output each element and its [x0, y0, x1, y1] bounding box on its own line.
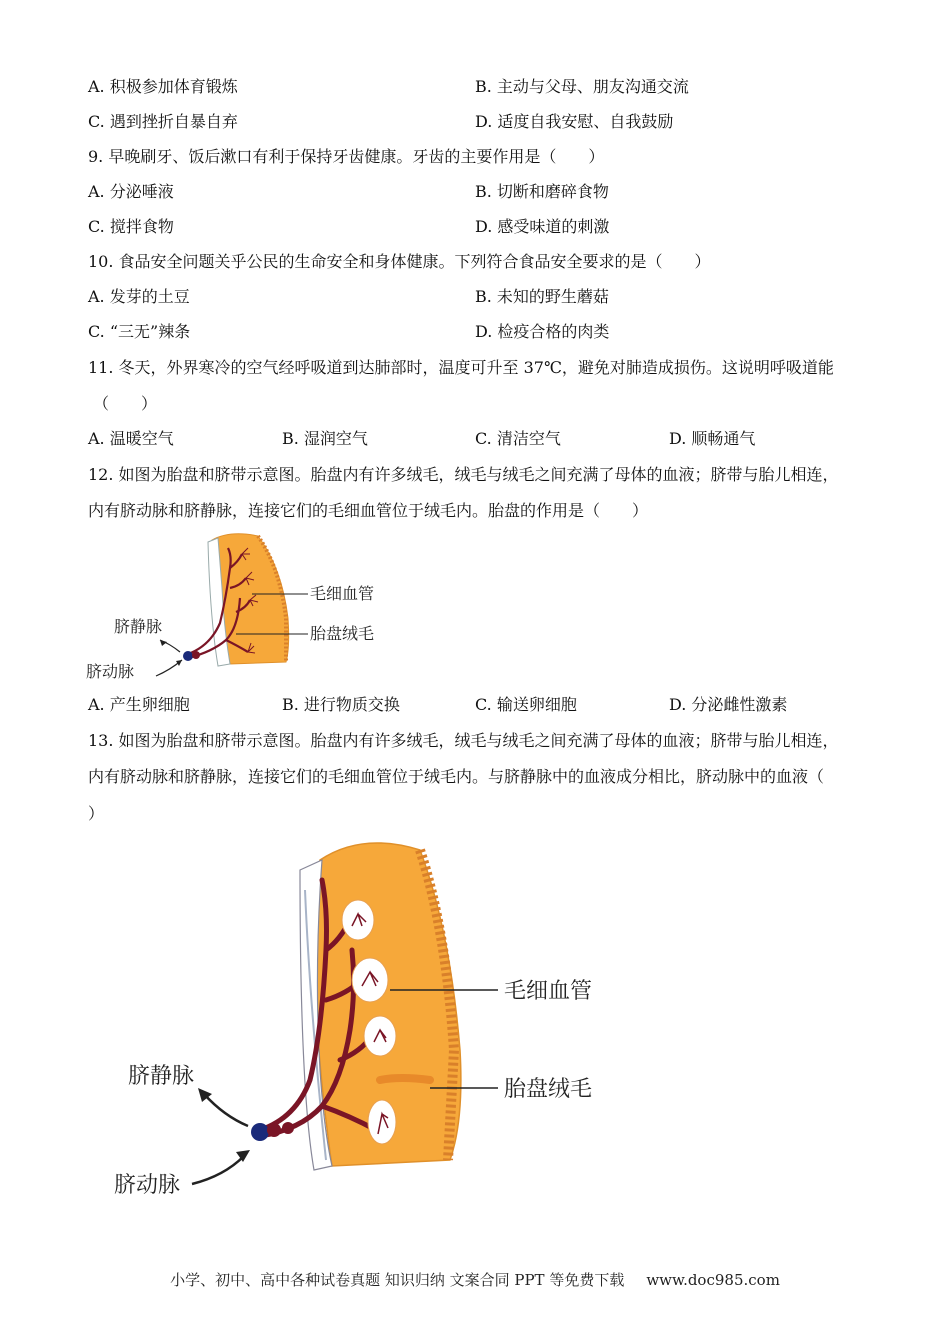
footer-text: 小学、初中、高中各种试卷真题 知识归纳 文案合同 PPT 等免费下载	[170, 1271, 625, 1289]
q9-option-c: C. 搅拌食物	[88, 217, 174, 236]
q8-option-d: D. 适度自我安慰、自我鼓励	[475, 112, 674, 131]
q9-option-a: A. 分泌唾液	[88, 182, 174, 201]
q12-option-a: A. 产生卵细胞	[88, 695, 190, 714]
q11-option-b: B. 湿润空气	[282, 429, 368, 448]
q8-option-b: B. 主动与父母、朋友沟通交流	[475, 77, 689, 96]
q12-option-d: D. 分泌雌性激素	[669, 695, 788, 714]
label-villus-large: 胎盘绒毛	[504, 1077, 593, 1102]
q11-stem-line2: （ ）	[93, 394, 158, 413]
q9-stem: 9. 早晚刷牙、饭后漱口有利于保持牙齿健康。牙齿的主要作用是（ ）	[88, 147, 605, 166]
label-artery-small: 脐动脉	[86, 662, 135, 681]
q13-stem-line1: 13. 如图为胎盘和脐带示意图。胎盘内有许多绒毛，绒毛与绒毛之间充满了母体的血液；脐带与胎儿相连，	[88, 731, 839, 750]
label-vein-large: 脐静脉	[128, 1064, 195, 1089]
q12-option-c: C. 输送卵细胞	[475, 695, 577, 714]
footer-url[interactable]: www.doc985.com	[646, 1271, 780, 1289]
q11-option-a: A. 温暖空气	[88, 429, 174, 448]
q10-option-b: B. 未知的野生蘑菇	[475, 287, 609, 306]
page-footer	[0, 1270, 950, 1290]
placenta-diagram-small	[80, 528, 410, 688]
q8-option-c: C. 遇到挫折自暴自弃	[88, 112, 238, 131]
q10-option-a: A. 发芽的土豆	[88, 287, 190, 306]
q10-option-d: D. 检疫合格的肉类	[475, 322, 610, 341]
q9-option-b: B. 切断和磨碎食物	[475, 182, 609, 201]
q8-option-a: A. 积极参加体育锻炼	[88, 77, 238, 96]
label-vein-small: 脐静脉	[114, 617, 163, 636]
q11-stem-line1: 11. 冬天，外界寒冷的空气经呼吸道到达肺部时，温度可升至 37℃，避免对肺造成损伤。这说明呼吸道能	[88, 358, 834, 377]
q9-option-d: D. 感受味道的刺激	[475, 217, 610, 236]
label-capillary-small: 毛细血管	[310, 584, 375, 603]
label-artery-large: 脐动脉	[114, 1173, 181, 1198]
q13-stem-line2: 内有脐动脉和脐静脉，连接它们的毛细血管位于绒毛内。与脐静脉中的血液成分相比，脐动脉中的血液（	[88, 767, 825, 786]
q12-stem-line2: 内有脐动脉和脐静脉，连接它们的毛细血管位于绒毛内。胎盘的作用是（ ）	[88, 501, 649, 520]
q11-option-d: D. 顺畅通气	[669, 429, 756, 448]
label-villus-small: 胎盘绒毛	[310, 624, 375, 643]
q10-stem: 10. 食品安全问题关乎公民的生命安全和身体健康。下列符合食品安全要求的是（ ）	[88, 252, 711, 271]
label-capillary-large: 毛细血管	[504, 979, 593, 1004]
q11-option-c: C. 清洁空气	[475, 429, 561, 448]
q13-stem-line3: ）	[88, 804, 105, 823]
placenta-diagram-large	[100, 830, 620, 1210]
q12-stem-line1: 12. 如图为胎盘和脐带示意图。胎盘内有许多绒毛，绒毛与绒毛之间充满了母体的血液；脐带与胎儿相连，	[88, 465, 839, 484]
q10-option-c: C. “三无”辣条	[88, 322, 191, 341]
q12-option-b: B. 进行物质交换	[282, 695, 400, 714]
